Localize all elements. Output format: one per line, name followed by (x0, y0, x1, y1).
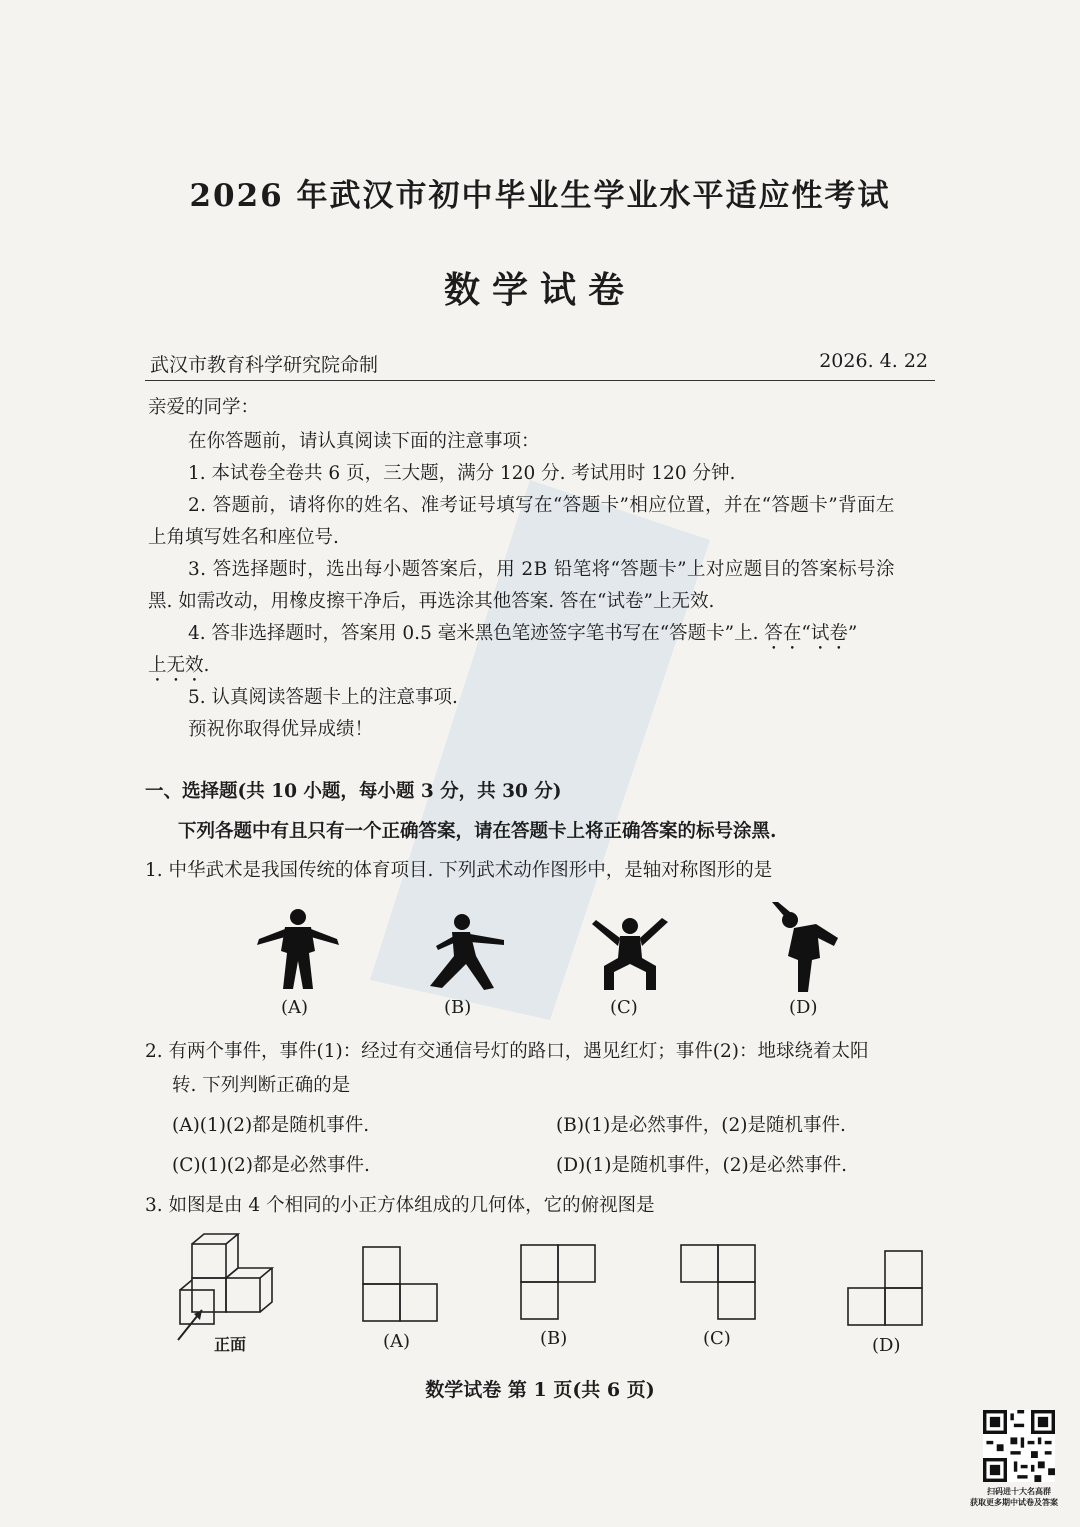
section-1-instruction: 下列各题中有且只有一个正确答案，请在答题卡上将正确答案的标号涂黑. (178, 821, 777, 842)
notice-item-4-line2: 上无效. (148, 655, 210, 676)
q1-figure-c (590, 912, 670, 992)
q1-label-b: (B) (444, 997, 472, 1018)
q2-option-a: (A)(1)(2)都是随机事件. (172, 1115, 370, 1136)
notice-item-2-line1: 2. 答题前，请将你的姓名、准考证号填写在“答题卡”相应位置，并在“答题卡”背面左 (188, 495, 895, 516)
q3-option-c-figure (680, 1244, 756, 1320)
header-divider (145, 380, 935, 381)
notice-greeting: 亲爱的同学： (148, 397, 260, 418)
q3-solid-figure (168, 1228, 288, 1348)
exam-title: 2026 年武汉市初中毕业生学业水平适应性考试 (189, 178, 891, 214)
qr-caption-2: 获取更多期中试卷及答案 (970, 1498, 1058, 1507)
q1-label-d: (D) (789, 997, 818, 1018)
page-footer: 数学试卷 第 1 页(共 6 页) (425, 1379, 655, 1401)
q3-label-c: (C) (703, 1328, 731, 1349)
qr-code-icon[interactable] (983, 1410, 1055, 1482)
notice-item-5: 5. 认真阅读答题卡上的注意事项. (188, 687, 458, 708)
q3-option-d-figure (846, 1250, 924, 1326)
q3-label-b: (B) (540, 1328, 568, 1349)
q1-figure-a (255, 905, 341, 991)
exam-subject-title: 数学试卷 (443, 269, 636, 311)
exam-issuer: 武汉市教育科学研究院命制 (150, 354, 379, 376)
notice-item-4-line1 (188, 618, 857, 654)
q1-figure-d (768, 898, 846, 994)
section-1-heading: 一、选择题(共 10 小题，每小题 3 分，共 30 分) (145, 781, 562, 802)
q1-figure-b (420, 912, 510, 992)
q3-label-a: (A) (383, 1331, 411, 1352)
question-2-line2: 转. 下列判断正确的是 (172, 1075, 351, 1096)
qr-caption-1: 扫码进十大名高群 (987, 1487, 1051, 1496)
q2-option-b: (B)(1)是必然事件，(2)是随机事件. (556, 1115, 846, 1136)
notice-item-4-emphasis: 答在“试卷” (764, 623, 858, 644)
question-3-text: 3. 如图是由 4 个相同的小正方体组成的几何体，它的俯视图是 (145, 1195, 655, 1216)
q1-label-c: (C) (610, 997, 638, 1018)
q2-option-c: (C)(1)(2)都是必然事件. (172, 1155, 370, 1176)
notice-intro: 在你答题前，请认真阅读下面的注意事项： (188, 431, 540, 452)
notice-item-3-line2: 黑. 如需改动，用橡皮擦干净后，再选涂其他答案. 答在“试卷”上无效. (148, 591, 715, 612)
notice-item-3-line1: 3. 答选择题时，选出每小题答案后，用 2B 铅笔将“答题卡”上对应题目的答案标号涂 (188, 559, 895, 580)
question-1-text: 1. 中华武术是我国传统的体育项目. 下列武术动作图形中，是轴对称图形的是 (145, 860, 773, 881)
q3-front-label: 正面 (214, 1335, 247, 1354)
notice-item-4-text: 4. 答非选择题时，答案用 0.5 毫米黑色笔迹签字笔书写在“答题卡”上. (188, 623, 765, 644)
notice-item-1: 1. 本试卷全卷共 6 页，三大题，满分 120 分. 考试用时 120 分钟. (188, 463, 736, 484)
q3-label-d: (D) (872, 1335, 901, 1356)
q3-option-a-figure (362, 1246, 438, 1322)
qr-block (970, 1410, 1060, 1508)
notice-item-2-line2: 上角填写姓名和座位号. (148, 527, 339, 548)
q3-option-b-figure (520, 1244, 596, 1320)
q1-label-a: (A) (281, 997, 309, 1018)
q2-option-d: (D)(1)是随机事件，(2)是必然事件. (556, 1155, 848, 1176)
exam-date: 2026. 4. 22 (819, 350, 928, 372)
question-2-line1: 2. 有两个事件，事件(1)：经过有交通信号灯的路口，遇见红灯；事件(2)：地球绕着太阳 (145, 1041, 869, 1062)
notice-closing: 预祝你取得优异成绩！ (188, 719, 374, 740)
